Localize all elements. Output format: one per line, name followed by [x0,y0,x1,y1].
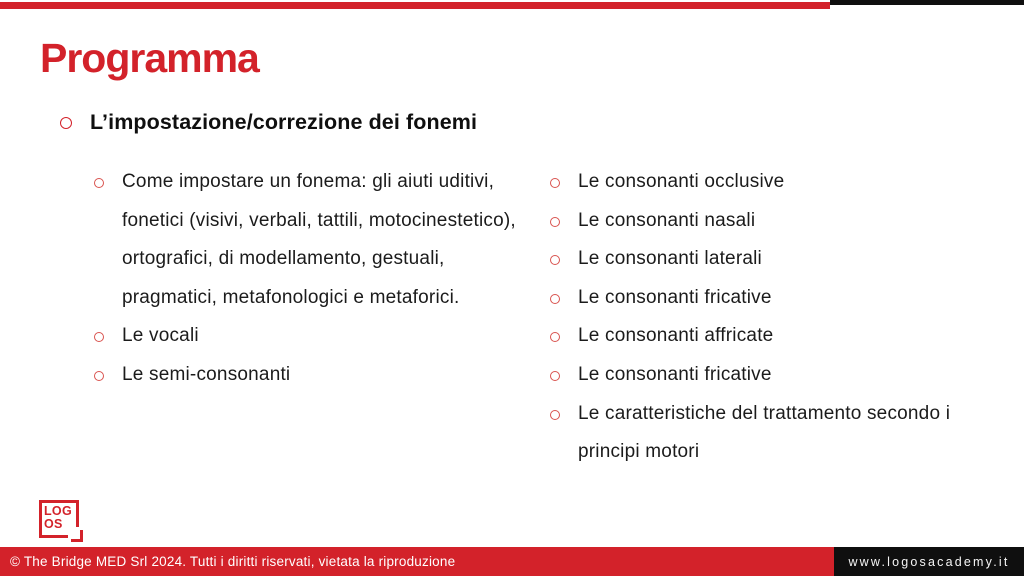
bullet-circle-icon [550,294,560,304]
section-heading-label: L’impostazione/correzione dei fonemi [90,110,478,134]
bullet-circle-icon [550,410,560,420]
page-title: Programma [40,35,259,81]
list-item: Le consonanti affricate [550,317,954,356]
list-item: Come impostare un fonema: gli aiuti uditivi, fonetici (visivi, verbali, tattili, motocinestetico), ortografici, di modellamento, gestuali, pragmatici, metafonologici e metaforici. [94,163,518,317]
list-item: Le consonanti occlusive [550,163,954,202]
bullet-list-left [94,163,518,395]
bullet-circle-icon [550,255,560,265]
list-item: Le semi-consonanti [94,356,518,395]
list-item: Le consonanti fricative [550,356,954,395]
bullet-circle-icon [94,178,104,188]
logos-logo-text: LOG OS [44,504,72,531]
logos-logo [39,500,79,538]
list-item: Le consonanti laterali [550,240,954,279]
bullet-circle-icon [94,371,104,381]
bullet-circle-icon [550,371,560,381]
section-heading [60,110,477,135]
bullet-list-right [550,163,954,472]
bullet-circle-icon [550,217,560,227]
bullet-circle-icon [60,117,72,129]
bullet-circle-icon [550,178,560,188]
list-item: Le vocali [94,317,518,356]
copyright-text: © The Bridge MED Srl 2024. Tutti i diritti riservati, vietata la riproduzione [10,554,456,569]
bullet-circle-icon [550,332,560,342]
list-item: Le consonanti nasali [550,202,954,241]
website-url: www.logosacademy.it [848,554,1010,569]
bullet-circle-icon [94,332,104,342]
list-item: Le consonanti fricative [550,279,954,318]
website-box [834,547,1024,576]
top-accent-bar-black [830,0,1024,5]
top-accent-bar-red [0,2,830,9]
list-item: Le caratteristiche del trattamento secondo i principi motori [550,395,954,472]
